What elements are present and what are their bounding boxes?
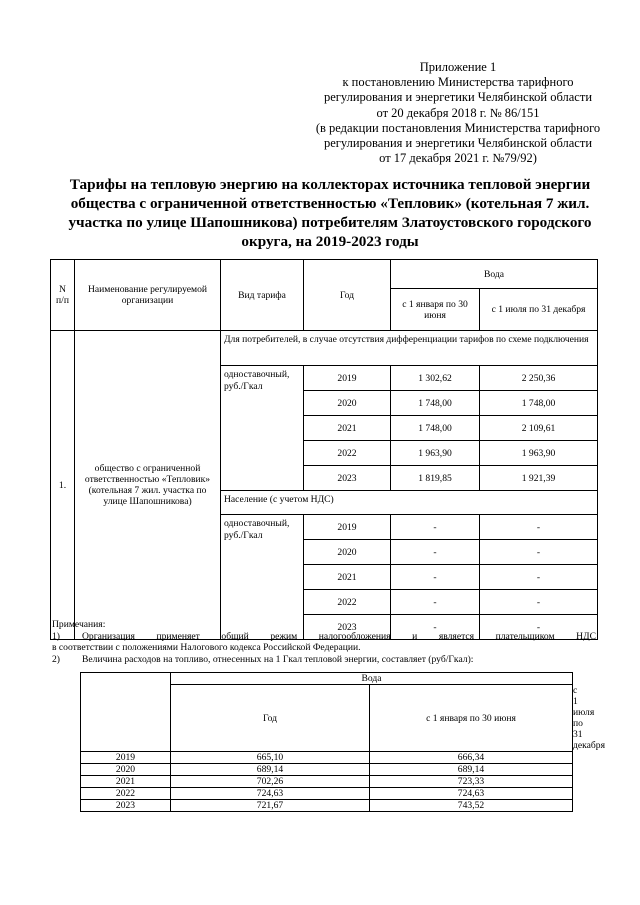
fuel-header-year: Год bbox=[171, 685, 370, 752]
fuel-year-cell: 2020 bbox=[81, 764, 171, 776]
value-cell: 1 748,00 bbox=[480, 391, 598, 416]
fuel-value-cell: 702,26 bbox=[171, 776, 370, 788]
value-cell: - bbox=[391, 515, 480, 540]
value-cell: 1 748,00 bbox=[391, 391, 480, 416]
value-cell: 1 819,85 bbox=[391, 466, 480, 491]
note-1-continuation: в соответствии с положениями Налогового кодекса Российской Федерации. bbox=[52, 642, 361, 653]
value-cell: - bbox=[480, 590, 598, 615]
header-org: Наименование регулируемой организации bbox=[75, 260, 221, 331]
value-cell: - bbox=[480, 565, 598, 590]
appendix-line: регулирования и энергетики Челябинской области bbox=[323, 90, 593, 105]
note-1-text: Организация применяет общий режим налогообложения и является плательщиком НДС bbox=[82, 630, 596, 642]
value-cell: 1 963,90 bbox=[391, 441, 480, 466]
header-num: N п/п bbox=[51, 260, 75, 331]
fuel-value-cell: 724,63 bbox=[370, 788, 573, 800]
fuel-year-cell: 2019 bbox=[81, 752, 171, 764]
notes-heading: Примечания: bbox=[52, 619, 106, 630]
appendix-line: (в редакции постановления Министерства тарифного bbox=[315, 120, 601, 135]
appendix-header bbox=[268, 60, 640, 166]
year-cell: 2023 bbox=[304, 466, 391, 491]
title-line: Тарифы на тепловую энергию на коллекторах источника тепловой энергии bbox=[69, 176, 591, 193]
value-cell: - bbox=[391, 565, 480, 590]
section-label: Население (с учетом НДС) bbox=[221, 491, 598, 515]
header-year: Год bbox=[304, 260, 391, 331]
tariff-type-cell: одноставочный, руб./Гкал bbox=[221, 366, 304, 491]
header-period-2: с 1 июля по 31 декабря bbox=[480, 289, 598, 331]
value-cell: 2 109,61 bbox=[480, 416, 598, 441]
year-cell: 2021 bbox=[304, 416, 391, 441]
value-cell: 1 302,62 bbox=[391, 366, 480, 391]
note-number: 1) bbox=[52, 630, 60, 642]
value-cell: 2 250,36 bbox=[480, 366, 598, 391]
fuel-value-cell: 721,67 bbox=[171, 800, 370, 812]
header-period-1: с 1 января по 30 июня bbox=[391, 289, 480, 331]
fuel-header-period-1: с 1 января по 30 июня bbox=[370, 685, 573, 752]
document-title bbox=[50, 175, 610, 251]
fuel-value-cell: 666,34 bbox=[370, 752, 573, 764]
year-cell: 2020 bbox=[304, 540, 391, 565]
note-number: 2) bbox=[52, 653, 60, 665]
fuel-year-cell: 2022 bbox=[81, 788, 171, 800]
org-name: общество с ограниченной ответственностью «Тепловик» (котельная 7 жил. участка по улице Шапошникова) bbox=[75, 331, 221, 640]
fuel-header-blank bbox=[81, 673, 171, 752]
title-line: округа, на 2019-2023 годы bbox=[241, 233, 419, 250]
tariff-table bbox=[50, 259, 598, 640]
title-line: участка по улице Шапошникова) потребителям Златоустовского городского bbox=[68, 214, 592, 231]
fuel-year-cell: 2021 bbox=[81, 776, 171, 788]
notes bbox=[52, 619, 602, 665]
year-cell: 2021 bbox=[304, 565, 391, 590]
year-cell: 2022 bbox=[304, 590, 391, 615]
note-2-text: Величина расходов на топливо, отнесенных на 1 Гкал тепловой энергии, составляет (руб/Гкал): bbox=[82, 653, 474, 665]
year-cell: 2022 bbox=[304, 441, 391, 466]
appendix-line: от 17 декабря 2021 г. №79/92) bbox=[379, 151, 537, 166]
title-line: общества с ограниченной ответственностью «Тепловик» (котельная 7 жил. bbox=[70, 195, 590, 212]
fuel-value-cell: 665,10 bbox=[171, 752, 370, 764]
header-tariff-type: Вид тарифа bbox=[221, 260, 304, 331]
fuel-value-cell: 724,63 bbox=[171, 788, 370, 800]
appendix-line: регулирования и энергетики Челябинской области bbox=[323, 136, 593, 151]
fuel-value-cell: 743,52 bbox=[370, 800, 573, 812]
row-number: 1. bbox=[51, 331, 75, 640]
year-cell: 2023 bbox=[304, 615, 391, 640]
value-cell: 1 921,39 bbox=[480, 466, 598, 491]
fuel-value-cell: 689,14 bbox=[171, 764, 370, 776]
value-cell: 1 748,00 bbox=[391, 416, 480, 441]
year-cell: 2020 bbox=[304, 391, 391, 416]
appendix-line: от 20 декабря 2018 г. № 86/151 bbox=[376, 105, 540, 120]
fuel-year-cell: 2023 bbox=[81, 800, 171, 812]
year-cell: 2019 bbox=[304, 366, 391, 391]
tariff-type-cell: одноставочный, руб./Гкал bbox=[221, 515, 304, 640]
fuel-value-cell: 689,14 bbox=[370, 764, 573, 776]
appendix-line: Приложение 1 bbox=[419, 60, 497, 74]
fuel-cost-table: Вода Год с 1 января по 30 июня с 1 июля по 31 декабря 2019 665,10 666,34 2020 689,14 689,14 2021 702,26 723,33 2022 724,63 724,63 2023 721,67 743,52 bbox=[80, 672, 573, 812]
header-water: Вода bbox=[391, 260, 598, 289]
fuel-value-cell: 723,33 bbox=[370, 776, 573, 788]
value-cell: 1 963,90 bbox=[480, 441, 598, 466]
value-cell: - bbox=[391, 590, 480, 615]
fuel-header-water: Вода bbox=[171, 673, 573, 685]
value-cell: - bbox=[391, 615, 480, 640]
value-cell: - bbox=[480, 615, 598, 640]
section-label: Для потребителей, в случае отсутствия дифференциации тарифов по схеме подключения bbox=[221, 331, 598, 366]
year-cell: 2019 bbox=[304, 515, 391, 540]
value-cell: - bbox=[480, 540, 598, 565]
value-cell: - bbox=[480, 515, 598, 540]
appendix-line: к постановлению Министерства тарифного bbox=[342, 75, 574, 90]
value-cell: - bbox=[391, 540, 480, 565]
